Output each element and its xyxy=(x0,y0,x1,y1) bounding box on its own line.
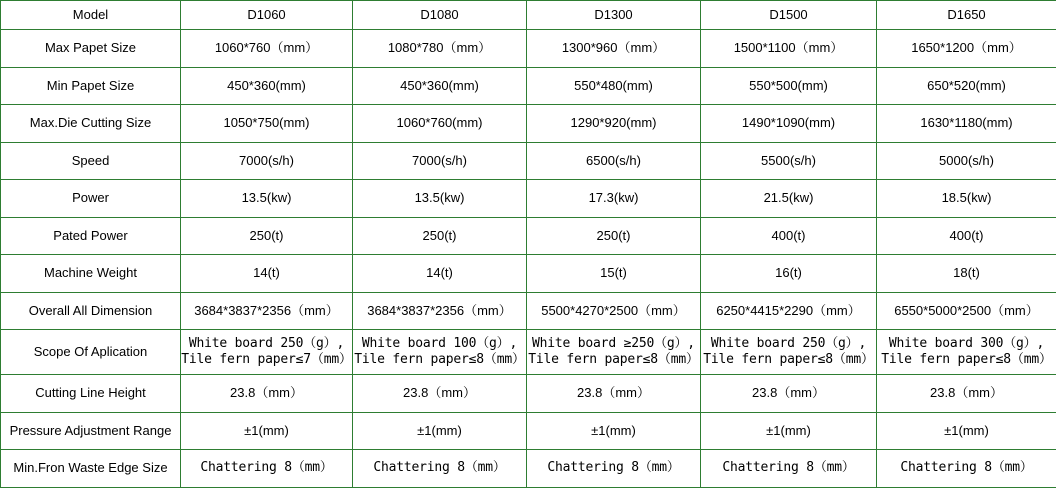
table-row xyxy=(1,180,1056,218)
row-cell: ±1(mm) xyxy=(181,412,353,450)
row-cell: Chattering 8（mm） xyxy=(701,450,877,488)
table-row xyxy=(1,330,1056,375)
row-cell: 1490*1090(mm) xyxy=(701,105,877,143)
row-label: Speed xyxy=(1,142,181,180)
row-cell: 1300*960（mm） xyxy=(527,30,701,68)
row-label: Scope Of Aplication xyxy=(1,330,181,375)
cell-line: White board 300（g）, xyxy=(888,335,1045,351)
cell-line: Tile fern paper≤8（mm） xyxy=(354,352,525,367)
table-header xyxy=(1,1,1056,30)
table-row xyxy=(1,255,1056,293)
cell-line: Tile fern paper≤8（mm） xyxy=(703,352,874,367)
row-cell: 17.3(kw) xyxy=(527,180,701,218)
row-cell: ±1(mm) xyxy=(353,412,527,450)
row-cell: 16(t) xyxy=(701,255,877,293)
row-cell: 23.8（mm） xyxy=(701,375,877,413)
row-cell xyxy=(701,330,877,375)
column-header-d1300: D1300 xyxy=(527,1,701,30)
row-cell: 1060*760（mm） xyxy=(181,30,353,68)
row-label: Machine Weight xyxy=(1,255,181,293)
row-cell: 13.5(kw) xyxy=(181,180,353,218)
cell-line: Tile fern paper≤8（mm） xyxy=(528,352,699,367)
table-row xyxy=(1,30,1056,68)
row-cell: 1060*760(mm) xyxy=(353,105,527,143)
table-row xyxy=(1,450,1056,488)
row-label: Min.Fron Waste Edge Size xyxy=(1,450,181,488)
row-cell: 1650*1200（mm） xyxy=(877,30,1056,68)
row-label: Cutting Line Height xyxy=(1,375,181,413)
row-cell: 14(t) xyxy=(181,255,353,293)
table-row xyxy=(1,375,1056,413)
row-cell: 1050*750(mm) xyxy=(181,105,353,143)
table-row xyxy=(1,292,1056,330)
row-cell: 7000(s/h) xyxy=(353,142,527,180)
row-cell: 250(t) xyxy=(181,217,353,255)
row-cell: 18.5(kw) xyxy=(877,180,1056,218)
row-cell: 23.8（mm） xyxy=(877,375,1056,413)
table-row xyxy=(1,105,1056,143)
table-row xyxy=(1,142,1056,180)
row-cell: 7000(s/h) xyxy=(181,142,353,180)
row-cell: 5500*4270*2500（mm） xyxy=(527,292,701,330)
row-cell: 6550*5000*2500（mm） xyxy=(877,292,1056,330)
cell-line: Tile fern paper≤8（mm） xyxy=(881,352,1052,367)
cell-line: White board 250（g）, xyxy=(710,335,867,351)
column-header-model: Model xyxy=(1,1,181,30)
row-cell: 250(t) xyxy=(527,217,701,255)
row-cell: 3684*3837*2356（mm） xyxy=(353,292,527,330)
row-cell: 21.5(kw) xyxy=(701,180,877,218)
row-cell: 400(t) xyxy=(701,217,877,255)
row-cell: ±1(mm) xyxy=(527,412,701,450)
row-cell: 550*500(mm) xyxy=(701,67,877,105)
column-header-d1650: D1650 xyxy=(877,1,1056,30)
row-cell: 400(t) xyxy=(877,217,1056,255)
cell-line: White board 250（g）, xyxy=(188,335,345,351)
column-header-d1500: D1500 xyxy=(701,1,877,30)
row-cell: 450*360(mm) xyxy=(353,67,527,105)
row-cell: 23.8（mm） xyxy=(527,375,701,413)
row-cell: 450*360(mm) xyxy=(181,67,353,105)
row-cell: 5000(s/h) xyxy=(877,142,1056,180)
row-cell: ±1(mm) xyxy=(701,412,877,450)
cell-line: White board 100（g）, xyxy=(361,335,518,351)
cell-line: White board ≥250（g）, xyxy=(532,335,695,351)
cell-line: Tile fern paper≤7（mm） xyxy=(181,352,352,367)
row-label: Overall All Dimension xyxy=(1,292,181,330)
row-cell xyxy=(181,330,353,375)
header-row xyxy=(1,1,1056,30)
row-label: Max.Die Cutting Size xyxy=(1,105,181,143)
row-cell: 250(t) xyxy=(353,217,527,255)
row-cell xyxy=(527,330,701,375)
row-cell: 23.8（mm） xyxy=(181,375,353,413)
row-cell: 14(t) xyxy=(353,255,527,293)
row-cell: Chattering 8（mm） xyxy=(527,450,701,488)
table-row xyxy=(1,412,1056,450)
row-cell: 1290*920(mm) xyxy=(527,105,701,143)
row-cell: 13.5(kw) xyxy=(353,180,527,218)
row-cell: 550*480(mm) xyxy=(527,67,701,105)
row-cell: 1500*1100（mm） xyxy=(701,30,877,68)
row-cell: 23.8（mm） xyxy=(353,375,527,413)
row-label: Max Papet Size xyxy=(1,30,181,68)
row-label: Pressure Adjustment Range xyxy=(1,412,181,450)
row-label: Pated Power xyxy=(1,217,181,255)
row-cell: 15(t) xyxy=(527,255,701,293)
row-cell: ±1(mm) xyxy=(877,412,1056,450)
row-cell: 1630*1180(mm) xyxy=(877,105,1056,143)
row-cell: Chattering 8（mm） xyxy=(877,450,1056,488)
row-cell xyxy=(877,330,1056,375)
row-cell: 18(t) xyxy=(877,255,1056,293)
row-cell xyxy=(353,330,527,375)
row-cell: 6250*4415*2290（mm） xyxy=(701,292,877,330)
table-row xyxy=(1,217,1056,255)
row-cell: 6500(s/h) xyxy=(527,142,701,180)
row-cell: 5500(s/h) xyxy=(701,142,877,180)
column-header-d1080: D1080 xyxy=(353,1,527,30)
row-cell: Chattering 8（mm） xyxy=(353,450,527,488)
row-cell: 3684*3837*2356（mm） xyxy=(181,292,353,330)
table-body xyxy=(1,30,1056,488)
row-cell: Chattering 8（mm） xyxy=(181,450,353,488)
row-label: Min Papet Size xyxy=(1,67,181,105)
row-cell: 1080*780（mm） xyxy=(353,30,527,68)
row-label: Power xyxy=(1,180,181,218)
column-header-d1060: D1060 xyxy=(181,1,353,30)
table-row xyxy=(1,67,1056,105)
row-cell: 650*520(mm) xyxy=(877,67,1056,105)
